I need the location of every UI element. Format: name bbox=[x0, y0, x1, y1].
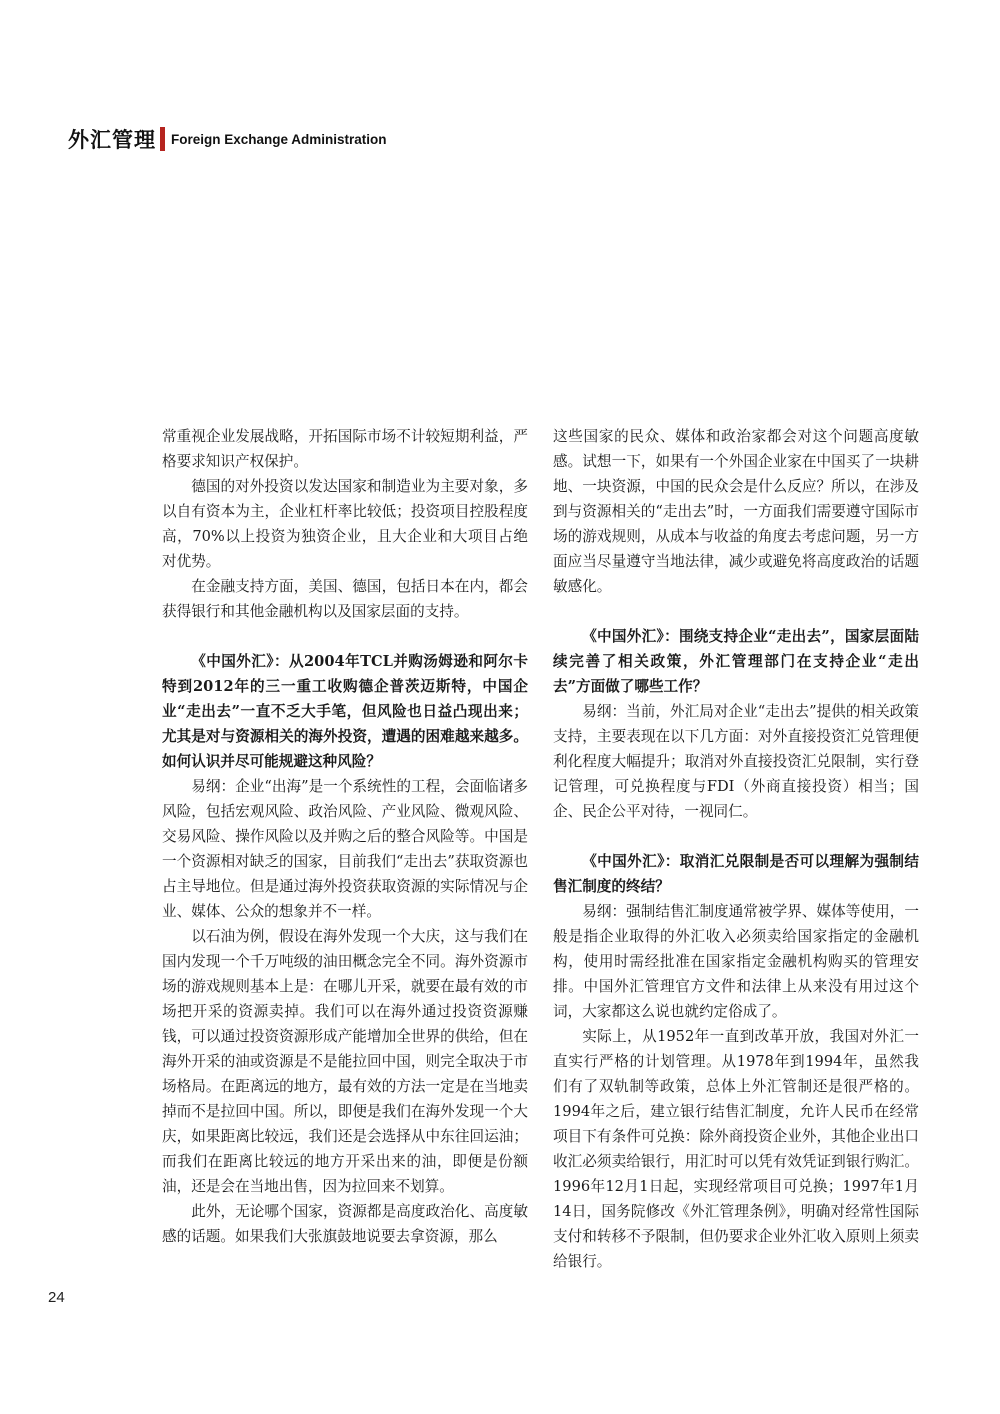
section-title-cn: 外汇管理 bbox=[68, 128, 156, 152]
interview-question: 《中国外汇》：取消汇兑限制是否可以理解为强制结售汇制度的终结？ bbox=[553, 853, 919, 895]
section-header bbox=[68, 124, 387, 154]
spacer bbox=[553, 599, 919, 624]
left-column bbox=[162, 424, 528, 1249]
paragraph: 这些国家的民众、媒体和政治家都会对这个问题高度敏感。试想一下，如果有一个外国企业家在中国买了一块耕地、一块资源，中国的民众会是什么反应？所以，在涉及到与资源相关的“走出去”时，一方面我们需要遵守国际市场的游戏规则，从成本与收益的角度去考虑问题，另一方面应当尽量遵守当地法律，减少或避免将高度政治的话题敏感化。 bbox=[553, 428, 919, 595]
paragraph: 以石油为例，假设在海外发现一个大庆，这与我们在国内发现一个千万吨级的油田概念完全不同。海外资源市场的游戏规则基本上是：在哪儿开采，就要在最有效的市场把开采的资源卖掉。我们可以在海外通过投资资源赚钱，可以通过投资资源形成产能增加全世界的供给，但在海外开采的油或资源是不是能拉回中国，则完全取决于市场格局。在距离远的地方，最有效的方法一定是在当地卖掉而不是拉回中国。所以，即便是我们在海外发现一个大庆，如果距离比较远，我们还是会选择从中东往回运油；而我们在距离比较远的地方开采出来的油，即便是份额油，还是会在当地出售，因为拉回来不划算。 bbox=[162, 928, 528, 1195]
section-title-en: Foreign Exchange Administration bbox=[171, 131, 387, 147]
paragraph: 德国的对外投资以发达国家和制造业为主要对象，多以自有资本为主，企业杠杆率比较低；投资项目控股程度高，70%以上投资为独资企业，且大企业和大项目占绝对优势。 bbox=[162, 478, 528, 570]
header-divider-bar bbox=[160, 127, 165, 151]
interview-question: 《中国外汇》：从2004年TCL并购汤姆逊和阿尔卡特到2012年的三一重工收购德企普茨迈斯特，中国企业“走出去”一直不乏大手笔，但风险也日益凸现出来；尤其是对与资源相关的海外投资，遭遇的困难越来越多。如何认识并尽可能规避这种风险？ bbox=[162, 653, 528, 770]
spacer bbox=[553, 824, 919, 849]
paragraph: 常重视企业发展战略，开拓国际市场不计较短期利益，严格要求知识产权保护。 bbox=[162, 428, 528, 470]
interview-question: 《中国外汇》：围绕支持企业“走出去”，国家层面陆续完善了相关政策，外汇管理部门在支持企业“走出去”方面做了哪些工作？ bbox=[553, 628, 919, 695]
interview-answer: 易纲：当前，外汇局对企业“走出去”提供的相关政策支持，主要表现在以下几方面：对外直接投资汇兑管理便利化程度大幅提升；取消对外直接投资汇兑限制，实行登记管理，可兑换程度与FDI（外商直接投资）相当；国企、民企公平对待，一视同仁。 bbox=[553, 703, 919, 820]
paragraph: 此外，无论哪个国家，资源都是高度政治化、高度敏感的话题。如果我们大张旗鼓地说要去拿资源，那么 bbox=[162, 1203, 528, 1245]
paragraph: 在金融支持方面，美国、德国，包括日本在内，都会获得银行和其他金融机构以及国家层面的支持。 bbox=[162, 578, 528, 620]
paragraph: 实际上，从1952年一直到改革开放，我国对外汇一直实行严格的计划管理。从1978年到1994年，虽然我们有了双轨制等政策，总体上外汇管制还是很严格的。1994年之后，建立银行结售汇制度，允许人民币在经常项目下有条件可兑换：除外商投资企业外，其他企业出口收汇必须卖给银行，用汇时可以凭有效凭证到银行购汇。1996年12月1日起，实现经常项目可兑换；1997年1月14日，国务院修改《外汇管理条例》，明确对经常性国际支付和转移不予限制，但仍要求企业外汇收入原则上须卖给银行。 bbox=[553, 1028, 919, 1270]
page-number: 24 bbox=[48, 1289, 65, 1306]
spacer bbox=[162, 624, 528, 649]
right-column bbox=[553, 424, 919, 1274]
interview-answer: 易纲：强制结售汇制度通常被学界、媒体等使用，一般是指企业取得的外汇收入必须卖给国家指定的金融机构，使用时需经批准在国家指定金融机构购买的管理安排。中国外汇管理官方文件和法律上从来没有用过这个词，大家都这么说也就约定俗成了。 bbox=[553, 903, 919, 1020]
interview-answer: 易纲：企业“出海”是一个系统性的工程，会面临诸多风险，包括宏观风险、政治风险、产业风险、微观风险、交易风险、操作风险以及并购之后的整合风险等。中国是一个资源相对缺乏的国家，目前我们“走出去”获取资源也占主导地位。但是通过海外投资获取资源的实际情况与企业、媒体、公众的想象并不一样。 bbox=[162, 778, 528, 920]
